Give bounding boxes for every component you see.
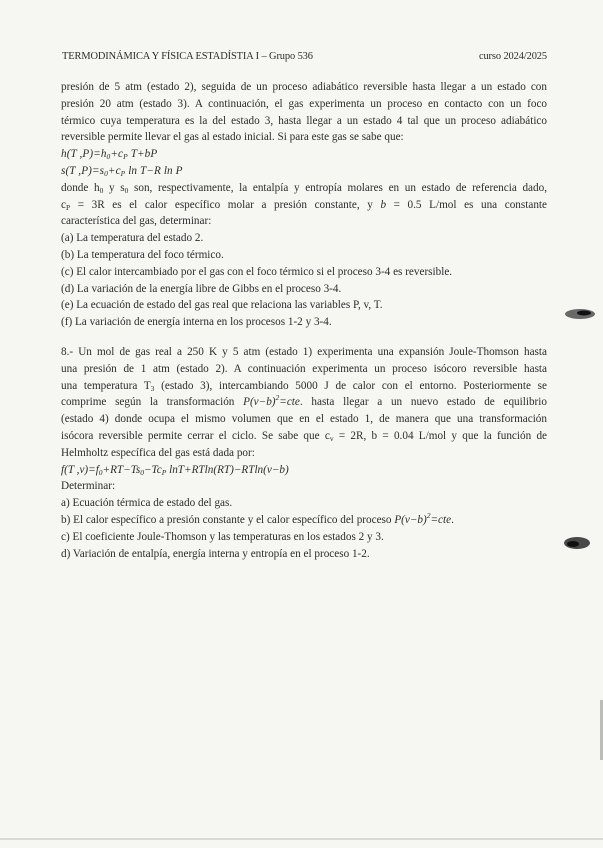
paragraph-line: una temperatura $T_3$ (estado 3), intercambiando 5000 J de calor con el entorno. Posteriormente se <box>61 379 547 393</box>
question-item: d) Variación de entalpía, energía interna y entropía en el proceso 1-2. <box>61 547 370 560</box>
paragraph-line: una presión de 1 atm (estado 2). A continuación experimenta un proceso isócoro reversible hasta <box>61 362 547 375</box>
paragraph-line: (estado 4) donde ocupa el mismo volumen que en el estado 1, de manera que una transformación <box>61 413 547 426</box>
paragraph-line: térmico cuya temperatura es la del estado 3, hasta llegar a un estado 4 tal que un proceso adiabático <box>61 114 547 127</box>
question-item: (f) La variación de energía interna en los procesos 1-2 y 3-4. <box>61 316 332 329</box>
question-item: (d) La variación de la energía libre de Gibbs en el proceso 3-4. <box>61 282 342 295</box>
question-item: (e) La ecuación de estado del gas real que relaciona las variables P, v, T. <box>61 299 383 312</box>
paragraph-line: $c_P = 3R$ es el calor específico molar a presión constante, y b = 0.5 L/mol es una constante <box>61 198 547 212</box>
question-item: a) Ecuación térmica de estado del gas. <box>61 497 233 510</box>
determinar-label: Determinar: <box>61 480 116 493</box>
helmholtz-equation: f(T $,v)=f_0+RT-Ts_0-Tc_P$ lnT+RTln(RT)−RTln(v−b) <box>61 463 289 477</box>
paragraph-line: característica del gas, determinar: <box>61 215 212 228</box>
paragraph-line: presión de 5 atm (estado 2), seguida de un proceso adiabático reversible hasta llegar a un estado con <box>61 81 547 93</box>
paragraph-line: Helmholtz específica del gas está dada por: <box>61 446 255 459</box>
page-edge-shadow <box>0 838 603 840</box>
problem-7 <box>61 79 547 331</box>
paragraph-line: reversible permite llevar el gas al estado inicial. Si para este gas se sabe que: <box>61 131 404 144</box>
paragraph-line: isócora reversible permite cerrar el ciclo. Se sabe que $c_v = 2R$, b = 0.04 L/mol y que la función de <box>61 429 548 443</box>
problem-8 <box>61 344 547 562</box>
question-item: (b) La temperatura del foco térmico. <box>61 248 224 261</box>
course-header: TERMODINÁMICA Y FÍSICA ESTADÍSTIA I – Grupo 536 <box>62 51 313 62</box>
enthalpy-equation: h(T $,P)=h_0+c_P$ T+bP <box>61 148 158 162</box>
paragraph-line: comprime según la transformación $P(v-b)^2=cte$. hasta llegar a un nuevo estado de equilibrio <box>61 393 547 409</box>
paragraph-line: donde $h_0$ y $s_0$ son, respectivamente, la entalpía y entropía molares en un estado de referencia dado, <box>61 181 547 195</box>
binder-hole-mark-bottom <box>555 530 595 556</box>
paragraph-line: 8.- Un mol de gas real a 250 K y 5 atm (estado 1) experimenta una expansión Joule-Thomson hasta <box>61 346 547 358</box>
entropy-equation: s(T $,P)=s_0+c_P$ ln T−R ln P <box>61 164 183 178</box>
question-item: (c) El calor intercambiado por el gas con el foco térmico si el proceso 3-4 es reversible. <box>61 265 453 278</box>
paragraph-line: presión 20 atm (estado 3). A continuación, el gas experimenta un proceso en contacto con un foco <box>61 97 547 110</box>
question-item: c) El coeficiente Joule-Thomson y las temperaturas en los estados 2 y 3. <box>61 530 384 543</box>
year-header: curso 2024/2025 <box>478 51 547 62</box>
binder-hole-mark-top <box>562 304 598 324</box>
question-item: (a) La temperatura del estado 2. <box>61 232 204 245</box>
question-item: b) El calor específico a presión constante y el calor específico del proceso $P(v-b)^2=cte$. <box>61 510 454 526</box>
